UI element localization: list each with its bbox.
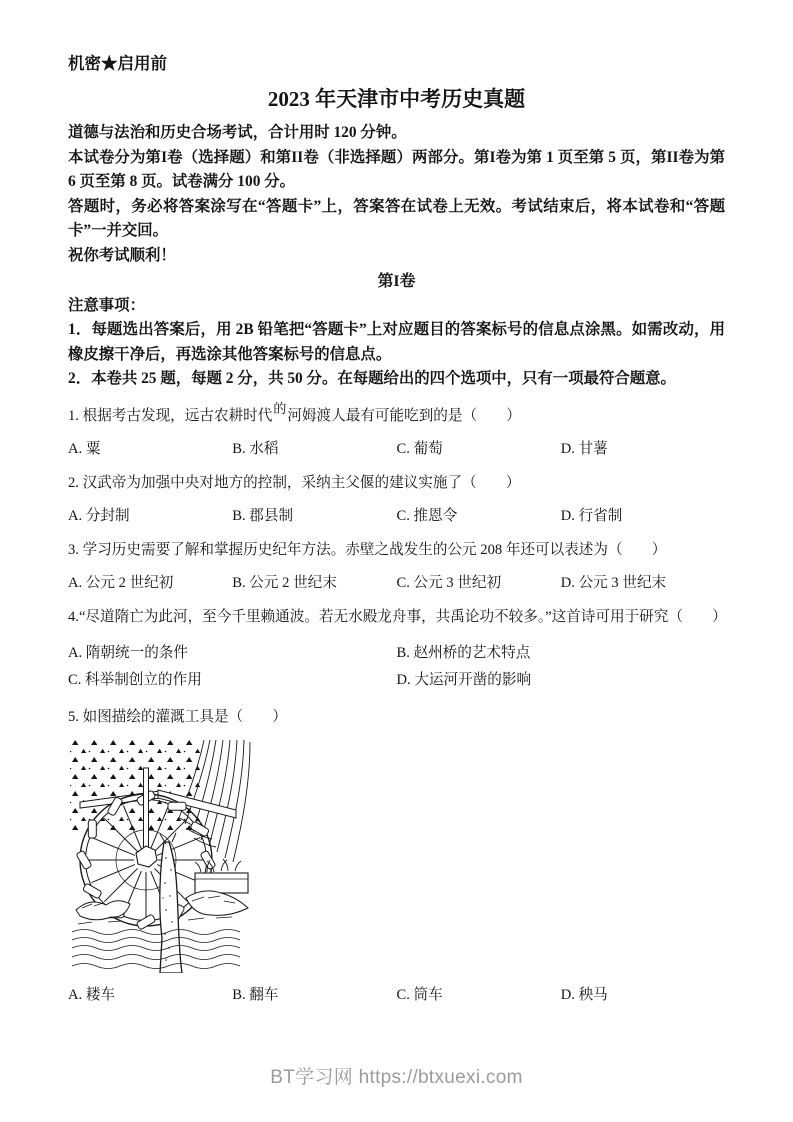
question-1-stem-post: 河姆渡人最有可能吃到的是（ ） bbox=[287, 407, 521, 424]
question-4-option-b: B. 赵州桥的艺术特点 bbox=[396, 644, 531, 661]
question-2-stem: 2. 汉武帝为加强中央对地方的控制，采纳主父偃的建议实施了（ ） bbox=[68, 474, 521, 491]
question-4-stem: 4.“尽道隋亡为此河，至今千里赖通波。若无水殿龙舟事，共禹论功不较多。”这首诗可用于研究（ ） bbox=[68, 608, 727, 625]
question-3-option-b: B. 公元 2 世纪末 bbox=[232, 574, 337, 591]
question-5-option-d: D. 秧马 bbox=[560, 986, 608, 1003]
question-2-option-a: A. 分封制 bbox=[68, 507, 130, 524]
question-3-option-d: D. 公元 3 世纪末 bbox=[560, 574, 667, 591]
footer-watermark: BT学习网 https://btxuexi.com bbox=[270, 1067, 523, 1088]
question-5-option-c: C. 筒车 bbox=[396, 986, 443, 1003]
question-1-option-b: B. 水稻 bbox=[232, 440, 279, 457]
intro-paragraph-wish: 祝你考试顺利！ bbox=[68, 246, 176, 264]
question-1-stem bbox=[68, 400, 725, 427]
water-wheel-illustration bbox=[68, 738, 253, 973]
question-5-option-a: A. 耧车 bbox=[68, 986, 116, 1003]
tree-trunk-post bbox=[160, 833, 182, 973]
intro-paragraph-duration: 道德与法治和历史合场考试，合计用时 120 分钟。 bbox=[68, 124, 407, 141]
question-3-option-c: C. 公元 3 世纪初 bbox=[396, 574, 502, 591]
page-title: 2023 年天津市中考历史真题 bbox=[267, 87, 526, 111]
question-3-option-a: A. 公元 2 世纪初 bbox=[68, 574, 174, 591]
question-2-options bbox=[68, 506, 725, 527]
intro-paragraph-answersheet: 答题时，务必将答案涂写在“答题卡”上，答案答在试卷上无效。考试结束后，将本试卷和“答题卡”一并交回。 bbox=[68, 197, 725, 240]
notice-item-1: 1．每题选出答案后，用 2B 铅笔把“答题卡”上对应题目的答案标号的信息点涂黑。如需改动，用橡皮擦干净后，再选涂其他答案标号的信息点。 bbox=[68, 321, 725, 363]
notice-heading: 注意事项： bbox=[68, 296, 145, 314]
question-5-options bbox=[68, 985, 725, 1006]
question-1-stem-pre: 1. 根据考古发现，远古农耕时代 bbox=[68, 407, 273, 424]
intro-paragraph-structure: 本试卷分为第I卷（选择题）和第II卷（非选择题）两部分。第I卷为第 1 页至第 5 页，第II卷为第 6 页至第 8 页。试卷满分 100 分。 bbox=[68, 148, 725, 191]
question-4-option-d: D. 大运河开凿的影响 bbox=[396, 671, 532, 688]
question-2-option-c: C. 推恩令 bbox=[396, 507, 458, 524]
question-5-option-b: B. 翻车 bbox=[232, 986, 279, 1003]
section-1-heading: 第I卷 bbox=[377, 272, 416, 290]
question-5-figure bbox=[68, 738, 253, 973]
question-1-stem-superscript: 的 bbox=[273, 400, 287, 416]
question-1-option-d: D. 甘薯 bbox=[560, 440, 608, 457]
classification-label: 机密★启用前 bbox=[68, 54, 167, 73]
question-1-option-a: A. 粟 bbox=[68, 440, 101, 457]
notice-item-2: 2．本卷共 25 题，每题 2 分，共 50 分。在每题给出的四个选项中，只有一项最符合题意。 bbox=[68, 370, 676, 388]
question-4-option-a: A. 隋朝统一的条件 bbox=[68, 644, 188, 661]
question-5-stem: 5. 如图描绘的灌溉工具是（ ） bbox=[68, 708, 287, 725]
question-4-options bbox=[68, 640, 725, 694]
question-3-options bbox=[68, 573, 725, 594]
question-1-options bbox=[68, 439, 725, 460]
water-trough bbox=[195, 859, 248, 893]
question-1-option-c: C. 葡萄 bbox=[396, 440, 443, 457]
question-2-option-b: B. 郡县制 bbox=[232, 507, 294, 524]
question-4-option-c: C. 科举制创立的作用 bbox=[68, 671, 202, 688]
question-3-stem: 3. 学习历史需要了解和掌握历史纪年方法。赤壁之战发生的公元 208 年还可以表述为（ ） bbox=[68, 541, 667, 558]
question-2-option-d: D. 行省制 bbox=[560, 507, 623, 524]
